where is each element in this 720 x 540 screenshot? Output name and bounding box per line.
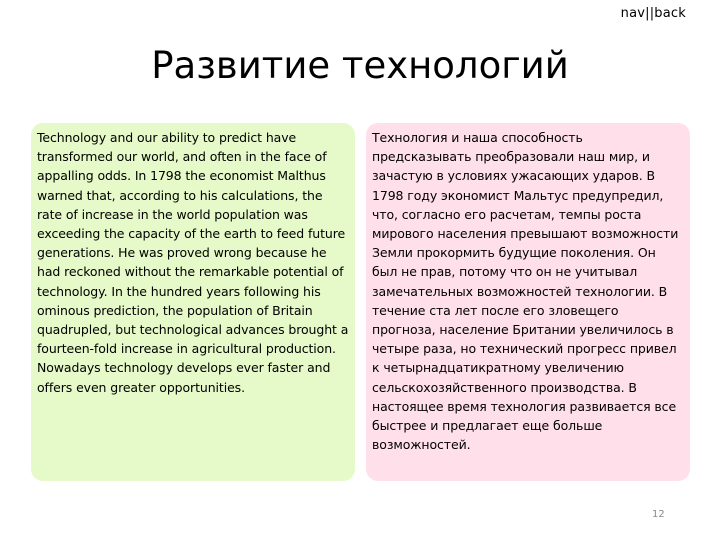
russian-text-panel xyxy=(366,123,690,481)
russian-text: Технология и наша способность предсказывать преобразовали наш мир, и зачастую в условиях ужасающих ударов. В 1798 году экономист Мальтус предупредил, что, согласно его расчетам, темпы роста мирового населения превышают возможности Земли прокормить будущие поколения. Он был не прав, потому что он не учитывал замечательных возможностей технологии. В течение ста лет после его зловещего прогноза, население Британии увеличилось в четыре раза, но технический прогресс привел к четырнадцатикратному увеличению сельскохозяйственного производства. В настоящее время технология развивается все быстрее и предлагает еще больше возможностей. xyxy=(372,130,679,453)
page-number: 12 xyxy=(652,509,665,520)
slide-title: Развитие технологий xyxy=(151,44,569,87)
english-text-panel xyxy=(31,123,355,481)
english-text: Technology and our ability to predict have transformed our world, and often in the face of appalling odds. In 1798 the economist Malthus warned that, according to his calculations, the rate of increase in the world population was exceeding the capacity of the earth to feed future generations. He was proved wrong because he had reckoned without the remarkable potential of technology. In the hundred years following his ominous prediction, the population of Britain quadrupled, but technological advances brought a fourteen-fold increase in agricultural production. Nowadays technology develops ever faster and offers even greater opportunities. xyxy=(37,130,349,395)
nav-back-link[interactable]: nav||back xyxy=(620,6,686,21)
